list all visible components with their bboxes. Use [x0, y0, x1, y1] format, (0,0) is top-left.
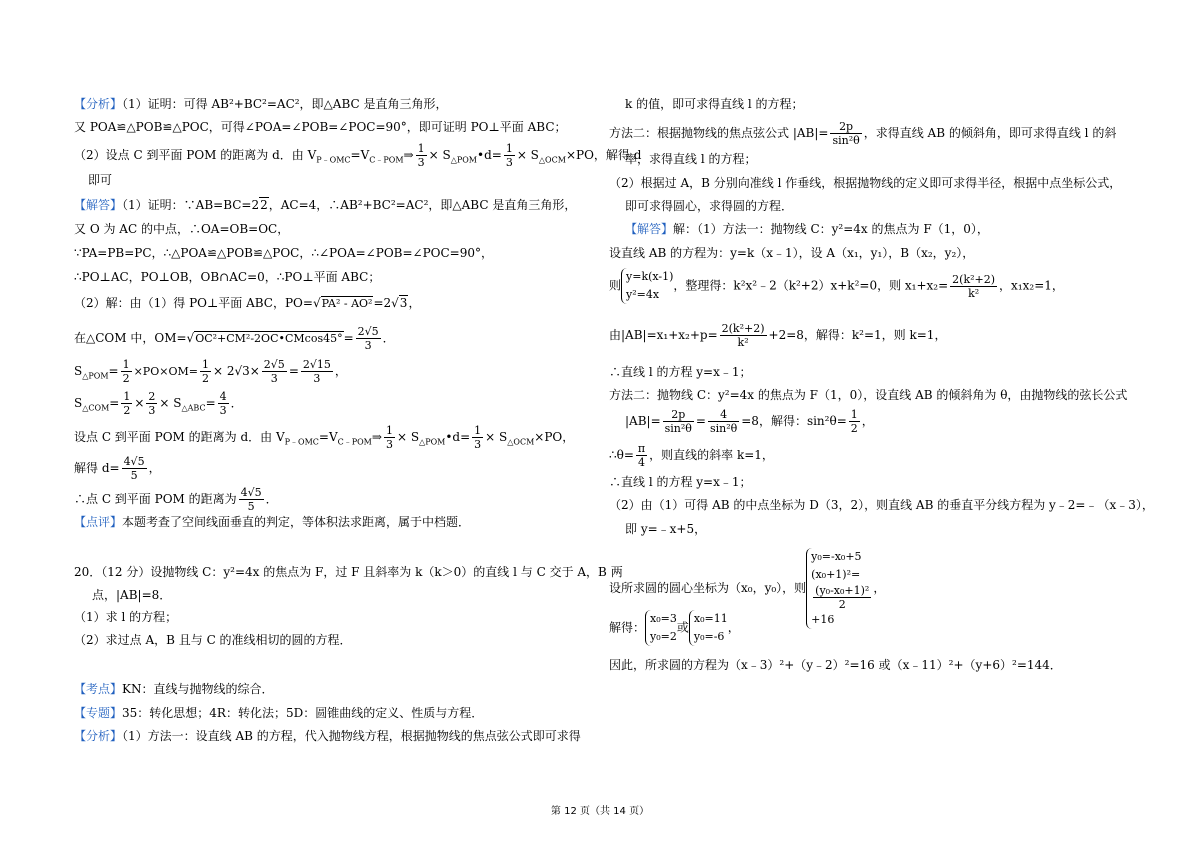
- sub: △ABC: [181, 403, 206, 413]
- text: ，: [334, 364, 347, 378]
- sqrt: PA² - AO²: [321, 297, 373, 310]
- text: ，整理得：k²x²﹣2（k²+2）x+k²=0，则 x₁+x₂=: [673, 278, 949, 293]
- analysis-2-line-6: [625, 198, 793, 214]
- text: S: [74, 364, 83, 378]
- text: =V: [318, 430, 338, 444]
- text: 20．（12 分）设抛物线 C：y²=4x 的焦点为 F，过 F 且斜率为 k（k＞0）的直线 l 与 C 交于 A，B 两: [74, 565, 623, 579]
- analysis-tag: 【分析】: [74, 729, 123, 743]
- text: 解：（1）方法一：抛物线 C：y²=4x 的焦点为 F（1，0），: [673, 222, 989, 236]
- equation-system: y=k(x-1) y²=4x: [621, 268, 673, 304]
- sqrt: 2: [260, 198, 268, 212]
- analysis-2-line-2: [625, 96, 804, 112]
- text: × S: [428, 148, 451, 162]
- text: × S: [159, 396, 182, 410]
- problem-20-part-1: [74, 609, 177, 625]
- solution-2-line-10: [609, 497, 1154, 513]
- solution-2-line-1: [625, 221, 989, 237]
- text: 本题考查了空间线面垂直的判定，等体积法求距离，属于中档题．: [122, 515, 471, 529]
- text: ∴直线 l 的方程 y=x﹣1；: [609, 475, 752, 489]
- text: =2: [373, 296, 392, 310]
- text: 设点 C 到平面 POM 的距离为 d．由 V: [74, 430, 285, 444]
- analysis-2-line-3: [609, 120, 1116, 147]
- solution-line-10: [74, 455, 161, 482]
- text: × S: [396, 430, 420, 444]
- fraction: $\frac{4√5}{5}$: [240, 486, 262, 513]
- fraction: $\frac{1}{3}$: [474, 424, 482, 451]
- sqrt: 3: [399, 296, 408, 310]
- text: （2）根据过 A，B 分别向准线 l 作垂线，根据抛物线的定义即可求得半径，根据中点坐标公式，: [609, 176, 1122, 190]
- text: ⇒: [403, 148, 414, 162]
- page-footer: 第 12 页（共 14 页）: [550, 806, 650, 817]
- fraction: $\frac{2p}{\text{sin²θ}}$: [832, 120, 860, 147]
- solution-line-9: [74, 424, 574, 451]
- topic-line: [74, 705, 483, 721]
- solution-2-line-13: [609, 610, 740, 646]
- text: |AB|=: [625, 414, 661, 428]
- text: ×: [134, 396, 145, 410]
- text: •d=: [476, 148, 502, 162]
- solution-line-6: 在△COM 中，OM=√OC²+CM²-2OC•CMcos45°= $\frac{2√5}{3}$ ．: [74, 325, 395, 352]
- text: ×PO×OM=: [133, 365, 198, 378]
- text: ．: [382, 331, 395, 345]
- text: （2）解：由（1）得 PO⊥平面 ABC，PO=: [74, 296, 313, 310]
- sub: △OCM: [538, 155, 566, 165]
- text: 35：转化思想；4R：转化法；5D：圆锥曲线的定义、性质与方程．: [122, 706, 484, 720]
- solution-line-4: [74, 269, 380, 285]
- solution-tag: 【解答】: [625, 222, 674, 236]
- text: （2）设点 C 到平面 POM 的距离为 d．由 V: [74, 148, 317, 162]
- text: ∴PO⊥AC，PO⊥OB，OB∩AC=0，∴PO⊥平面 ABC；: [74, 270, 381, 284]
- text: =: [343, 331, 354, 345]
- solution-line-5: （2）解：由（1）得 PO⊥平面 ABC，PO=√PA² - AO²=2√3，: [74, 296, 421, 310]
- text: 又 O 为 AC 的中点，∴OA=OB=OC，: [74, 222, 290, 236]
- solution-2-line-14: [609, 657, 1062, 673]
- sub: △POM: [450, 155, 477, 165]
- fraction: $\frac{2}{3}$: [148, 390, 156, 417]
- solution-line-7: [74, 358, 347, 385]
- text: 因此，所求圆的方程为（x﹣3）²+（y﹣2）²=16 或（x﹣11）²+（y+6）²=144．: [609, 658, 1062, 672]
- analysis-2-line-1: [74, 728, 581, 744]
- solution-2-line-9: [609, 474, 752, 490]
- sqrt: OC²+CM²-2OC•CMcos45°: [195, 332, 343, 345]
- text: 即可求得圆心，求得圆的方程．: [625, 199, 794, 213]
- fraction: $\frac{1}{2}$: [122, 358, 130, 385]
- text: （1）方法一：设直线 AB 的方程，代入抛物线方程，根据抛物线的焦点弦公式即可求得: [122, 729, 581, 743]
- fraction: $\frac{2√5}{3}$: [357, 325, 379, 352]
- text: ×PO，解得 d: [565, 148, 642, 162]
- text: ∵PA=PB=PC，∴△POA≌△POB≌△POC，∴∠POA=∠POB=∠POC=90°，: [74, 246, 493, 260]
- text: ⇒: [371, 430, 382, 444]
- text: 则: [609, 278, 622, 293]
- text: =: [288, 364, 299, 378]
- fraction: $\frac{4}{3}$: [219, 390, 227, 417]
- text: ∴直线 l 的方程 y=x﹣1；: [609, 365, 752, 379]
- solution-tag: 【解答】: [74, 198, 123, 212]
- fraction: $\frac{1}{3}$: [385, 424, 393, 451]
- fraction: $\frac{\text{2(k²+2)}}{\text{k²}}$: [952, 272, 996, 300]
- fraction: $\frac{2√5}{3}$: [263, 358, 285, 385]
- text: × 2√3×: [212, 364, 260, 378]
- analysis-line-2: [74, 119, 567, 135]
- text: 解得 d=: [74, 461, 120, 475]
- text: =: [108, 364, 119, 378]
- fraction: $\frac{4}{\text{sin²θ}}$: [709, 408, 738, 435]
- fraction: $\frac{2√15}{3}$: [302, 358, 331, 385]
- solution-line-2: [74, 221, 289, 237]
- knowledge-tag: 【考点】: [74, 682, 123, 696]
- analysis-line-4: [88, 172, 112, 188]
- text: k 的值，即可求得直线 l 的方程；: [625, 97, 804, 111]
- solution-line-3: [74, 245, 493, 261]
- problem-20-part-2: [74, 632, 352, 648]
- text: ，: [148, 461, 161, 475]
- analysis-2-line-4: [625, 151, 756, 167]
- solution-2-line-4: [609, 322, 946, 349]
- solution-2-line-7: [625, 408, 874, 435]
- solution-2-line-2: [609, 245, 974, 261]
- text: ，x₁x₂=1，: [999, 278, 1064, 293]
- problem-20-line-1: [74, 564, 623, 580]
- topic-tag: 【专题】: [74, 706, 123, 720]
- text: 即 y=﹣x+5，: [625, 522, 707, 536]
- text: 点，|AB|=8．: [92, 588, 172, 602]
- fraction: $\frac{4√5}{5}$: [123, 455, 145, 482]
- solution-line-11: [74, 486, 278, 513]
- text: 又 POA≌△POB≌△POC，可得∠POA=∠POB=∠POC=90°，即可证明 PO⊥平面 ABC；: [74, 120, 567, 134]
- fraction: $\frac{\text{2(k²+2)}}{\text{k²}}$: [721, 322, 765, 349]
- solution-line-1: [74, 197, 576, 213]
- fraction: $\frac{\pi}{4}$: [637, 442, 646, 469]
- text: （1）求 l 的方程；: [74, 610, 178, 624]
- fraction: $\frac{1}{2}$: [123, 390, 131, 417]
- text: ，AC=4，∴AB²+BC²=AC²，即△ABC 是直角三角形，: [268, 198, 577, 212]
- text: 设所求圆的圆心坐标为（x₀，y₀），则: [609, 581, 807, 595]
- analysis-line-3: [74, 142, 641, 169]
- text: +2=8，解得：k²=1，则 k=1，: [768, 328, 947, 342]
- text: 由|AB|=x₁+x₂+p=: [609, 328, 718, 342]
- sub: △OCM: [507, 437, 535, 447]
- text: （2）求过点 A，B 且与 C 的准线相切的圆的方程．: [74, 633, 352, 647]
- solution-2-line-3: [609, 268, 1064, 304]
- text: ×PO，: [534, 430, 575, 444]
- comment-tag: 【点评】: [74, 515, 123, 529]
- text: •d=: [445, 430, 471, 444]
- text: ∴点 C 到平面 POM 的距离为: [74, 492, 237, 506]
- solution-2-line-5: [609, 364, 752, 380]
- text: =: [109, 396, 120, 410]
- solution-2-line-8: [609, 442, 774, 469]
- text: 设直线 AB 的方程为：y=k（x﹣1），设 A（x₁，y₁），B（x₂，y₂），: [609, 246, 975, 260]
- fraction: $\frac{1}{2}$: [201, 358, 209, 385]
- solution-2-line-6: [609, 387, 1127, 403]
- problem-20-line-2: [92, 587, 171, 603]
- equation-system: x₀=3 y₀=2: [645, 610, 677, 646]
- fraction: $\frac{2p}{\text{sin²θ}}$: [664, 408, 692, 435]
- text: 即可: [88, 173, 113, 187]
- comment-line: [74, 514, 470, 530]
- text: ．: [265, 492, 278, 506]
- knowledge-point-line: [74, 681, 273, 697]
- text: 在△COM 中，OM=: [74, 331, 187, 345]
- text: 率，求得直线 l 的方程；: [625, 152, 757, 166]
- sub: P﹣OMC: [316, 155, 351, 165]
- text: ．: [230, 396, 243, 410]
- text: （1）证明：∵AB=BC=2: [122, 198, 260, 212]
- text: 方法二：根据抛物线的焦点弦公式 |AB|=: [609, 126, 829, 140]
- text: ，: [861, 414, 874, 428]
- text: （2）由（1）可得 AB 的中点坐标为 D（3，2），则直线 AB 的垂直平分线方程为 y﹣2=﹣（x﹣3），: [609, 498, 1154, 512]
- text: 或: [676, 620, 689, 635]
- sub: △POM: [82, 371, 109, 381]
- fraction: $\frac{1}{2}$: [850, 408, 858, 435]
- text: ，: [408, 296, 421, 310]
- text: 解得：: [609, 620, 646, 635]
- sub: P﹣OMC: [284, 437, 319, 447]
- text: ，则直线的斜率 k=1，: [649, 448, 774, 462]
- fraction: $\frac{1}{3}$: [505, 142, 513, 169]
- analysis-2-line-5: [609, 175, 1121, 191]
- analysis-line-1: [74, 96, 448, 112]
- text: KN：直线与抛物线的综合．: [122, 682, 274, 696]
- sub: C﹣POM: [369, 155, 404, 165]
- sub: △COM: [82, 403, 110, 413]
- text: × S: [516, 148, 539, 162]
- text: ，: [873, 581, 886, 595]
- text: 方法二：抛物线 C：y²=4x 的焦点为 F（1，0），设直线 AB 的倾斜角为 θ，由抛物线的弦长公式: [609, 388, 1128, 402]
- fraction: $\frac{1}{3}$: [417, 142, 425, 169]
- solution-line-8: [74, 390, 243, 417]
- text: ，: [727, 620, 740, 635]
- text: （1）证明：可得 AB²+BC²=AC²，即△ABC 是直角三角形，: [122, 97, 448, 111]
- sub: C﹣POM: [337, 437, 372, 447]
- text: ，求得直线 AB 的倾斜角，即可求得直线 l 的斜: [863, 126, 1117, 140]
- text: ∴θ=: [609, 448, 634, 462]
- solution-2-line-11: [625, 521, 706, 537]
- sub: △POM: [419, 437, 446, 447]
- text: =: [205, 396, 216, 410]
- text: × S: [485, 430, 508, 444]
- equation-system: x₀=11 y₀=-6: [689, 610, 728, 646]
- text: =: [695, 414, 706, 428]
- text: =8，解得：sin²θ=: [741, 414, 847, 428]
- text: S: [74, 396, 83, 410]
- text: =V: [350, 148, 370, 162]
- equation-system: y₀=-x₀+5 (x₀+1)²= (y₀-x₀+1)² 2 +16: [806, 548, 873, 629]
- analysis-tag: 【分析】: [74, 97, 123, 111]
